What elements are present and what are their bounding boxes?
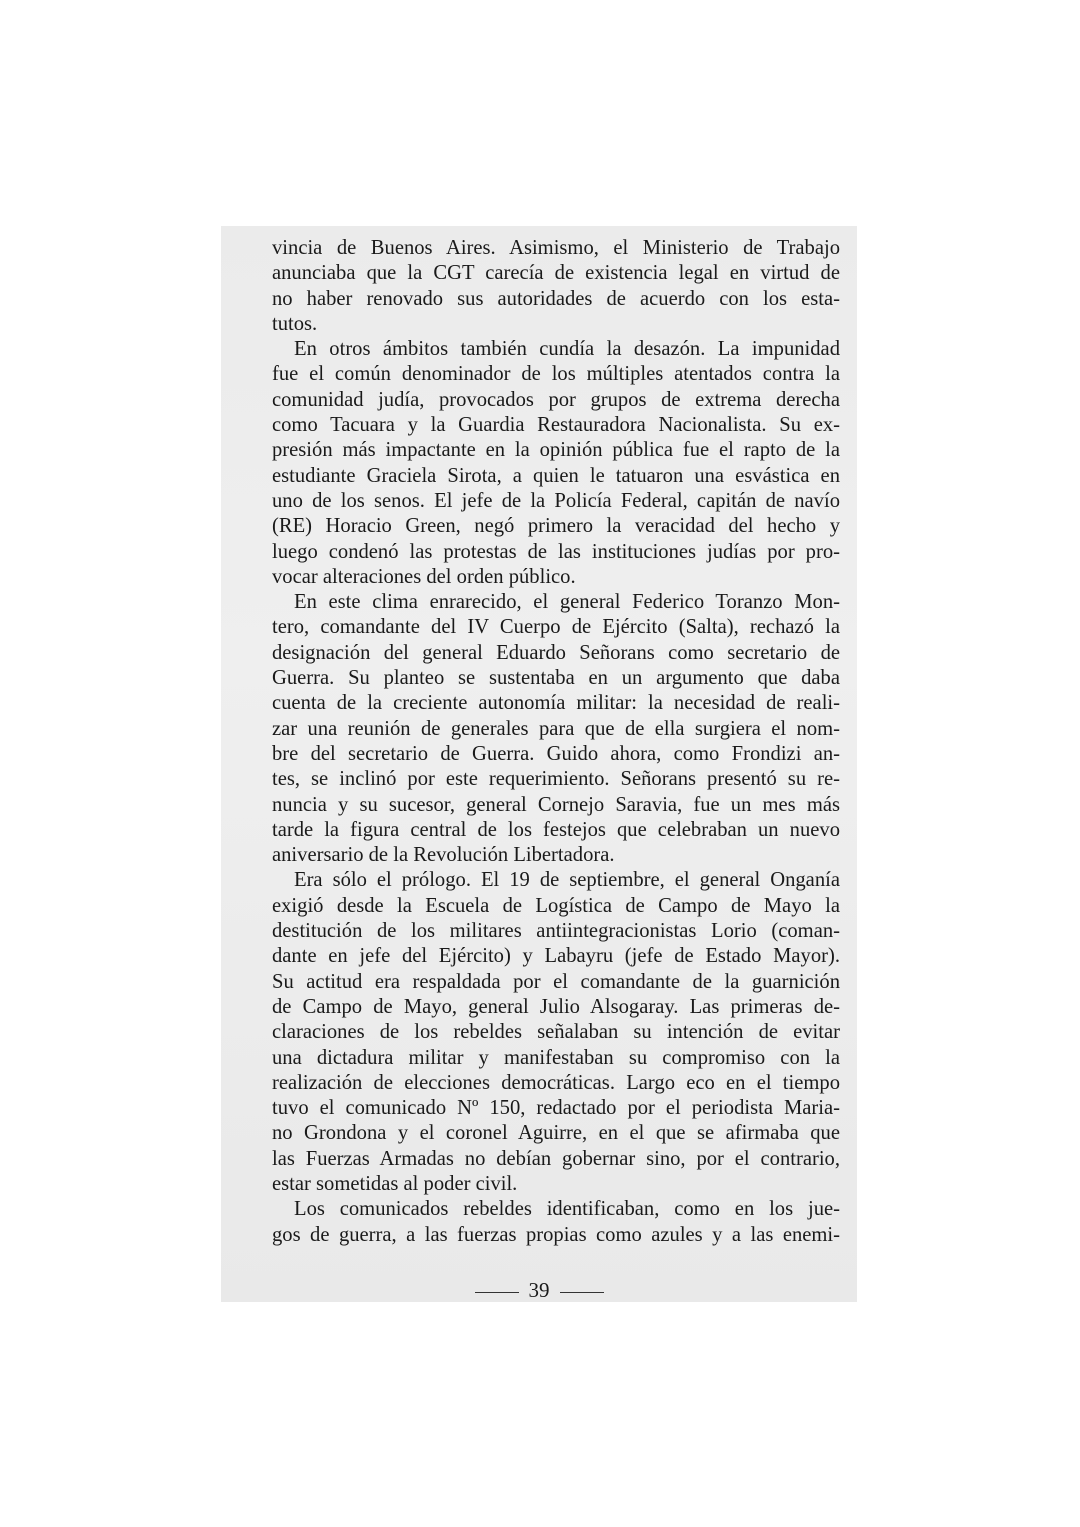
text-line: tuvo el comunicado Nº 150, redactado por el periodista Maria- [272,1097,840,1120]
text-line: dante en jefe del Ejército) y Labayru (jefe de Estado Mayor). [272,945,840,968]
paragraph [272,337,840,590]
text-line: claraciones de los rebeldes señalaban su intención de evitar [272,1021,840,1044]
text-line: de Campo de Mayo, general Julio Alsogaray. Las primeras de- [272,995,840,1018]
text-line: Su actitud era respaldada por el comandante de la guarnición [272,970,840,993]
text-line: exigió desde la Escuela de Logística de Campo de Mayo la [272,894,840,917]
text-line: estar sometidas al poder civil. [272,1172,518,1195]
text-line: Era sólo el prólogo. El 19 de septiembre, el general Onganía [294,869,840,892]
text-line: las Fuerzas Armadas no debían gobernar sino, por el contrario, [272,1147,840,1170]
text-line: En este clima enrarecido, el general Federico Toranzo Mon- [294,591,840,614]
text-line: una dictadura militar y manifestaban su compromiso con la [272,1046,840,1069]
text-line: designación del general Eduardo Señorans como secretario de [272,641,840,664]
book-page [221,226,857,1302]
page-number: 39 [528,1278,550,1302]
text-line: no Grondona y el coronel Aguirre, en el que se afirmaba que [272,1122,840,1145]
text-line: fue el común denominador de los múltiples atentados contra la [272,363,840,386]
paragraph [272,868,840,1197]
text-line: cuenta de la creciente autonomía militar: la necesidad de reali- [272,692,840,715]
page-number-footer [221,1278,857,1303]
text-line: no haber renovado sus autoridades de acuerdo con los esta- [272,287,840,310]
folio-rule-right [560,1292,604,1293]
text-line: anunciaba que la CGT carecía de existencia legal en virtud de [272,262,840,285]
text-line: Los comunicados rebeldes identificaban, como en los jue- [294,1198,840,1221]
text-line: nuncia y su sucesor, general Cornejo Saravia, fue un mes más [272,793,840,816]
text-line: vocar alteraciones del orden público. [272,565,576,588]
text-line: uno de los senos. El jefe de la Policía Federal, capitán de navío [272,489,840,512]
body-text [272,236,840,1248]
text-line: realización de elecciones democráticas. Largo eco en el tiempo [272,1071,840,1094]
text-line: como Tacuara y la Guardia Restauradora Nacionalista. Su ex- [272,414,840,437]
text-line: tero, comandante del IV Cuerpo de Ejército (Salta), rechazó la [272,616,840,639]
folio-rule-left [475,1292,519,1293]
paragraph [272,1197,840,1248]
text-line: tes, se inclinó por este requerimiento. Señorans presentó su re- [272,768,840,791]
text-line: presión más impactante en la opinión pública fue el rapto de la [272,439,840,462]
text-line: Guerra. Su planteo se sustentaba en un argumento que daba [272,667,840,690]
text-line: gos de guerra, a las fuerzas propias como azules y a las enemi- [272,1223,840,1246]
text-line: vincia de Buenos Aires. Asimismo, el Ministerio de Trabajo [272,237,840,259]
text-line: (RE) Horacio Green, negó primero la veracidad del hecho y [272,515,840,538]
text-line: aniversario de la Revolución Libertadora. [272,844,615,867]
paragraph [272,236,840,337]
text-line: En otros ámbitos también cundía la desazón. La impunidad [294,338,840,361]
paragraph [272,590,840,868]
text-line: bre del secretario de Guerra. Guido ahora, como Frondizi an- [272,742,840,765]
text-line: tutos. [272,312,318,335]
text-line: zar una reunión de generales para que de ella surgiera el nom- [272,717,840,740]
text-line: tarde la figura central de los festejos que celebraban un nuevo [272,818,840,841]
text-line: destitución de los militares antiintegracionistas Lorio (coman- [272,920,840,943]
text-line: estudiante Graciela Sirota, a quien le tatuaron una esvástica en [272,464,840,487]
text-line: luego condenó las protestas de las instituciones judías por pro- [272,540,840,563]
text-line: comunidad judía, provocados por grupos de extrema derecha [272,388,840,411]
